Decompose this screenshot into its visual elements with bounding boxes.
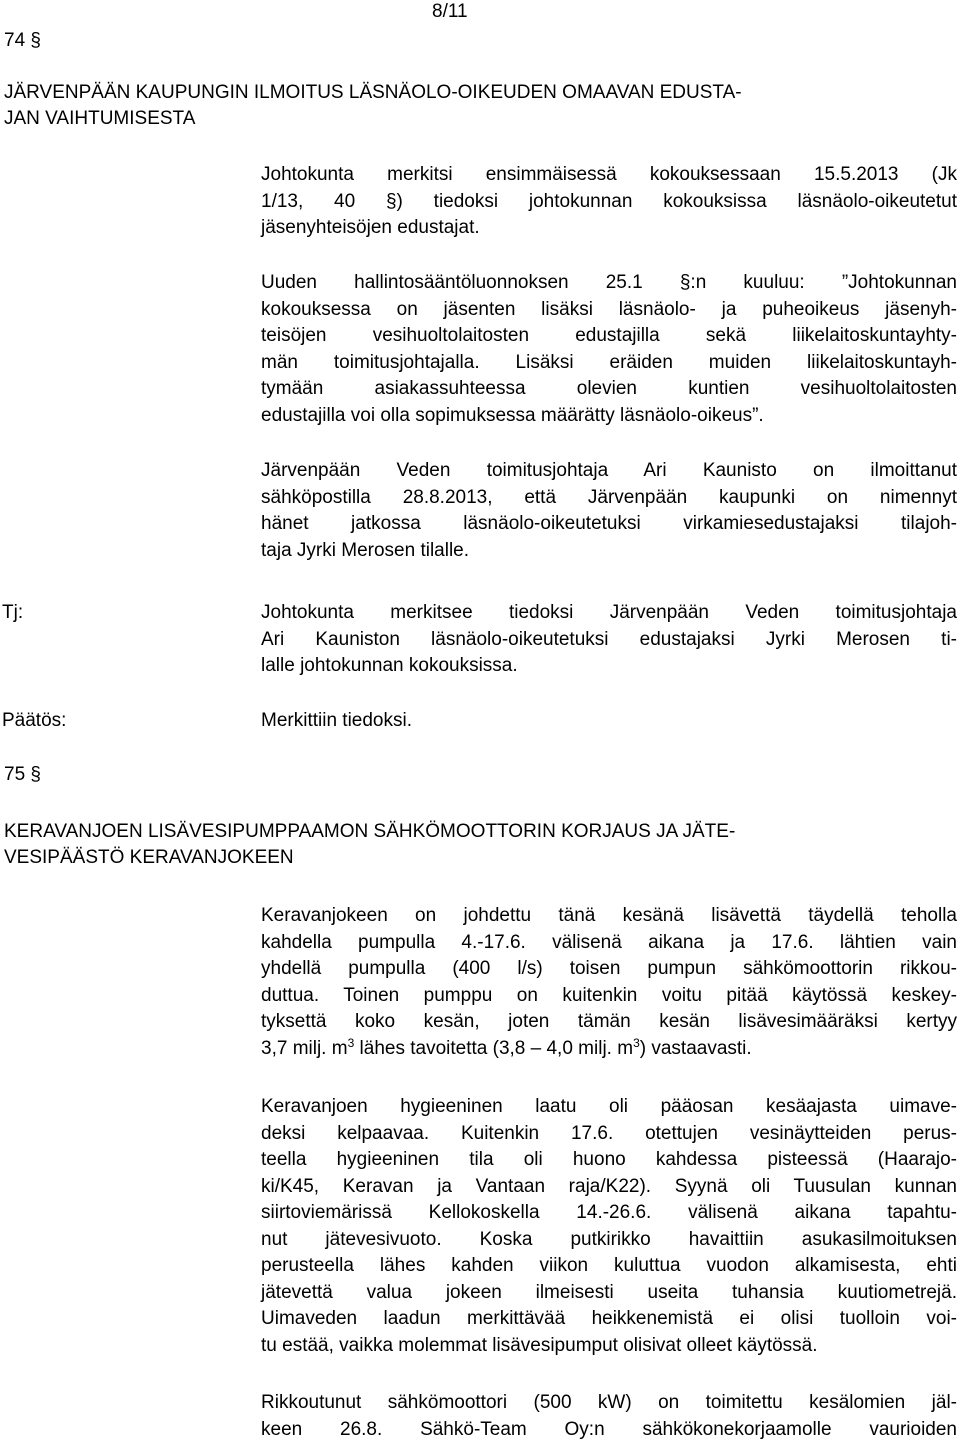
- text-line: tyksettä koko kesän, joten tämän kesän lisävesimääräksi kertyy: [261, 1011, 957, 1032]
- text-line: hänet jatkossa läsnäolo-oikeutetuksi virkamiesedustajaksi tilajoh-: [261, 513, 957, 534]
- page-number: 8/11: [432, 1, 468, 22]
- text-line: Rikkoutunut sähkömoottori (500 kW) on toimitettu kesälomien jäl-: [261, 1392, 957, 1413]
- text-fragment: 3,7 milj. m: [261, 1037, 348, 1059]
- text-line: kahdella pumpulla 4.-17.6. välisenä aikana ja 17.6. lähtien vain: [261, 931, 957, 953]
- text-line: yhdellä pumpulla (400 l/s) toisen pumpun sähkömoottorin rikkou-: [261, 958, 957, 979]
- text-line: siirtoviemärissä Kellokoskella 14.-26.6. välisenä aikana tapahtu-: [261, 1202, 957, 1223]
- text-line: edustajilla voi olla sopimuksessa määrätty läsnäolo-oikeus”.: [261, 404, 764, 426]
- text-line: kokouksessa on jäsenten lisäksi läsnäolo- ja puheoikeus jäsenyh-: [261, 298, 957, 320]
- text-line: jätevettä valua jokeen ilmeisesti useita tuhansia kuutiometrejä.: [261, 1281, 957, 1303]
- text-line: Keravanjoen hygieeninen laatu oli pääosan kesäajasta uimave-: [261, 1096, 957, 1117]
- text-line: jäsenyhteisöjen edustajat.: [261, 217, 480, 238]
- section-74-number: 74 §: [4, 30, 41, 51]
- text-line: Johtokunta merkitsi ensimmäisessä kokouksessaan 15.5.2013 (Jk: [261, 164, 957, 185]
- text-fragment: ) vastaavasti.: [639, 1037, 752, 1059]
- text-line: lalle johtokunnan kokouksissa.: [261, 655, 518, 676]
- tj-text: [261, 600, 957, 680]
- text-line: tu estää, vaikka molemmat lisävesipumput olisivat olleet käytössä.: [261, 1334, 818, 1356]
- decision-text: Merkittiin tiedoksi.: [261, 710, 412, 731]
- text-line: Uimaveden laadun merkittävää heikkenemistä ei olisi tuolloin voi-: [261, 1308, 957, 1329]
- section-75-title: [4, 819, 944, 871]
- text-line: Johtokunta merkitsee tiedoksi Järvenpään Veden toimitusjohtaja: [261, 602, 957, 623]
- section-75-para1: [261, 903, 957, 1062]
- decision-label: Päätös:: [2, 710, 67, 731]
- text-line: män toimitusjohtajalla. Lisäksi eräiden muiden liikelaitoskuntayh-: [261, 351, 957, 373]
- text-fragment: lähes tavoitetta (3,8 – 4,0 milj. m: [354, 1037, 634, 1059]
- title-line: KERAVANJOEN LISÄVESIPUMPPAAMON SÄHKÖMOOTTORIN KORJAUS JA JÄTE-: [4, 821, 736, 842]
- text-line: ki/K45, Keravan ja Vantaan raja/K22). Syynä oli Tuusulan kunnan: [261, 1175, 957, 1197]
- title-line: VESIPÄÄSTÖ KERAVANJOKEEN: [4, 847, 294, 868]
- text-line: keen 26.8. Sähkö-Team Oy:n sähkökonekorjaamolle vaurioiden: [261, 1418, 957, 1440]
- text-line: Ari Kauniston läsnäolo-oikeutetuksi edustajaksi Jyrki Merosen ti-: [261, 628, 957, 650]
- title-line: JÄRVENPÄÄN KAUPUNGIN ILMOITUS LÄSNÄOLO-OIKEUDEN OMAAVAN EDUSTA-: [4, 82, 742, 103]
- section-74-para2: [261, 270, 957, 429]
- superscript: 3: [633, 1035, 640, 1050]
- section-75-number: 75 §: [4, 764, 41, 785]
- superscript: 3: [347, 1035, 355, 1050]
- text-line: sähköpostilla 28.8.2013, että Järvenpään kaupunki on nimennyt: [261, 486, 957, 508]
- title-line: JAN VAIHTUMISESTA: [4, 108, 196, 129]
- text-line: duttua. Toinen pumppu on kuitenkin voitu pitää käytössä keskey-: [261, 984, 957, 1006]
- text-line: perusteella lähes kahden viikon kuluttua vuodon alkamisesta, ehti: [261, 1255, 957, 1276]
- text-line: 1/13, 40 §) tiedoksi johtokunnan kokouksissa läsnäolo-oikeutetut: [261, 190, 957, 212]
- section-75-para3: [261, 1390, 957, 1443]
- text-line: Keravanjokeen on johdettu tänä kesänä lisävettä täydellä teholla: [261, 905, 957, 926]
- section-75-para2: [261, 1094, 957, 1359]
- section-74-para1: [261, 162, 957, 242]
- text-line: deksi kelpaavaa. Kuitenkin 17.6. otettujen vesinäytteiden perus-: [261, 1122, 957, 1144]
- section-74-para3: [261, 458, 957, 564]
- text-line: Järvenpään Veden toimitusjohtaja Ari Kaunisto on ilmoittanut: [261, 460, 957, 481]
- text-line: teisöjen vesihuoltolaitosten edustajilla sekä liikelaitoskuntayhty-: [261, 325, 957, 346]
- tj-label: Tj:: [2, 602, 24, 623]
- text-line: taja Jyrki Merosen tilalle.: [261, 539, 470, 561]
- text-line: [261, 1036, 957, 1063]
- text-line: teella hygieeninen tila oli huono kahdessa pisteessä (Haarajo-: [261, 1149, 957, 1170]
- section-74-title: [4, 80, 944, 132]
- text-line: Uuden hallintosääntöluonnoksen 25.1 §:n kuuluu: ”Johtokunnan: [261, 272, 957, 293]
- text-line: tymään asiakassuhteessa olevien kuntien vesihuoltolaitosten: [261, 378, 957, 399]
- text-line: nut jätevesivuoto. Koska putkirikko havaittiin asukasilmoituksen: [261, 1228, 957, 1250]
